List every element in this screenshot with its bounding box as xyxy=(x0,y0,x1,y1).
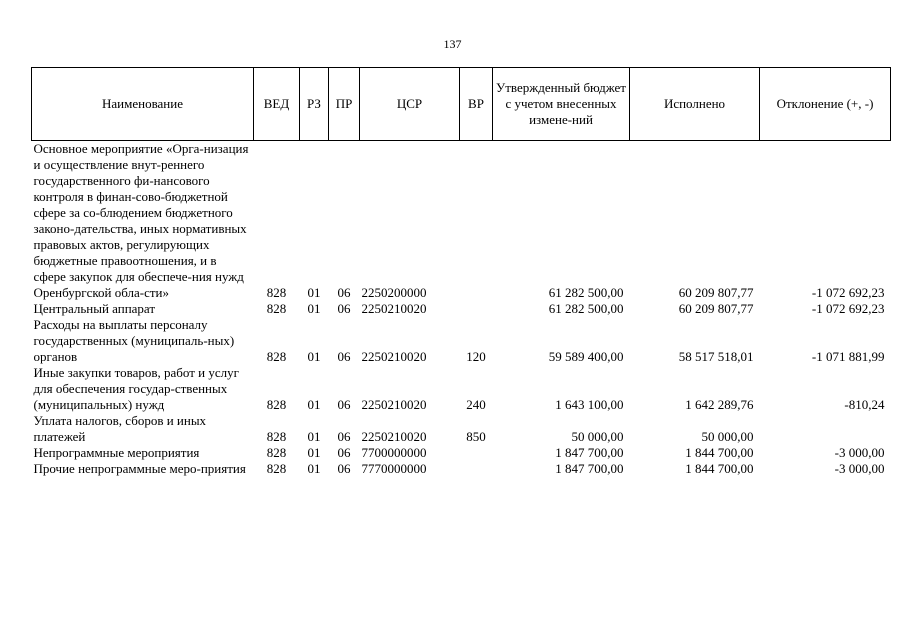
cell-executed: 58 517 518,01 xyxy=(678,349,754,364)
cell-deviation: -810,24 xyxy=(844,397,885,412)
cell-csr: 2250210020 xyxy=(361,301,427,316)
table-row xyxy=(32,461,891,477)
cell-ved: 828 xyxy=(266,461,287,476)
cell-rz: 01 xyxy=(307,301,321,316)
table-row xyxy=(32,365,891,413)
cell-vr: 240 xyxy=(466,397,486,412)
cell-ved: 828 xyxy=(266,429,287,444)
cell-ved: 828 xyxy=(266,285,287,300)
header-csr: ЦСР xyxy=(360,68,460,141)
cell-ved: 828 xyxy=(266,397,287,412)
header-vr: ВР xyxy=(460,68,493,141)
cell-deviation: -1 072 692,23 xyxy=(811,285,885,300)
cell-approved: 61 282 500,00 xyxy=(548,285,624,300)
page-number: 137 xyxy=(443,37,462,51)
cell-pr: 06 xyxy=(337,445,351,460)
header-approved-budget: Утвержденный бюджет с учетом внесенных измене-ний xyxy=(493,68,630,141)
cell-pr: 06 xyxy=(337,397,351,412)
cell-name: Центральный аппарат xyxy=(33,301,156,316)
cell-vr xyxy=(460,141,493,302)
cell-csr: 2250210020 xyxy=(361,429,427,444)
cell-pr: 06 xyxy=(337,461,351,476)
cell-executed: 60 209 807,77 xyxy=(678,301,754,316)
cell-csr: 7700000000 xyxy=(361,445,427,460)
cell-name: Иные закупки товаров, работ и услуг для обеспечения государ-ственных (муниципальных) нужд xyxy=(33,365,239,412)
header-ved: ВЕД xyxy=(254,68,300,141)
cell-rz: 01 xyxy=(307,429,321,444)
cell-name: Расходы на выплаты персоналу государственных (муниципаль-ных) органов xyxy=(33,317,235,364)
cell-deviation: -1 072 692,23 xyxy=(811,301,885,316)
cell-approved: 1 847 700,00 xyxy=(555,461,624,476)
cell-executed: 1 844 700,00 xyxy=(685,461,754,476)
cell-csr: 2250200000 xyxy=(361,285,427,300)
cell-approved: 1 847 700,00 xyxy=(555,445,624,460)
cell-pr: 06 xyxy=(337,429,351,444)
table-row xyxy=(32,445,891,461)
cell-approved: 50 000,00 xyxy=(571,429,624,444)
cell-vr xyxy=(460,445,493,461)
budget-table xyxy=(31,67,891,477)
cell-rz: 01 xyxy=(307,461,321,476)
header-pr: ПР xyxy=(329,68,360,141)
cell-ved: 828 xyxy=(266,349,287,364)
cell-csr: 7770000000 xyxy=(361,461,427,476)
cell-vr xyxy=(460,461,493,477)
cell-ved: 828 xyxy=(266,301,287,316)
cell-deviation: -3 000,00 xyxy=(834,445,885,460)
cell-executed: 1 844 700,00 xyxy=(685,445,754,460)
cell-executed: 50 000,00 xyxy=(701,429,754,444)
table-header-row xyxy=(32,68,891,141)
cell-approved: 1 643 100,00 xyxy=(555,397,624,412)
cell-rz: 01 xyxy=(307,285,321,300)
cell-pr: 06 xyxy=(337,285,351,300)
cell-approved: 59 589 400,00 xyxy=(548,349,624,364)
header-rz: РЗ xyxy=(300,68,329,141)
cell-name: Прочие непрограммные меро-приятия xyxy=(33,461,246,476)
cell-deviation: -3 000,00 xyxy=(834,461,885,476)
cell-ved: 828 xyxy=(266,445,287,460)
cell-rz: 01 xyxy=(307,445,321,460)
table-row xyxy=(32,317,891,365)
cell-pr: 06 xyxy=(337,349,351,364)
header-name: Наименование xyxy=(32,68,254,141)
cell-deviation: -1 071 881,99 xyxy=(811,349,885,364)
header-deviation: Отклонение (+, -) xyxy=(760,68,891,141)
table-row xyxy=(32,141,891,302)
cell-vr: 120 xyxy=(466,349,486,364)
cell-deviation xyxy=(760,413,891,445)
cell-rz: 01 xyxy=(307,349,321,364)
cell-rz: 01 xyxy=(307,397,321,412)
cell-vr: 850 xyxy=(466,429,486,444)
cell-executed: 60 209 807,77 xyxy=(678,285,754,300)
cell-approved: 61 282 500,00 xyxy=(548,301,624,316)
cell-name: Непрограммные мероприятия xyxy=(33,445,200,460)
cell-name: Основное мероприятие «Орга-низация и осуществление внут-реннего государственного фи-нансового контроля в финан-сово-бюджетной сфере за со-блюдением бюджетного законо-дательства, иных нормативных правовых актов, регулирующих бюджетные правоотношения, и в сфере закупок для обеспече-ния нужд Оренбургской обла-сти» xyxy=(33,141,249,300)
table-row xyxy=(32,301,891,317)
cell-name: Уплата налогов, сборов и иных платежей xyxy=(33,413,207,444)
cell-csr: 2250210020 xyxy=(361,349,427,364)
table-row xyxy=(32,413,891,445)
cell-pr: 06 xyxy=(337,301,351,316)
cell-csr: 2250210020 xyxy=(361,397,427,412)
cell-executed: 1 642 289,76 xyxy=(685,397,754,412)
header-executed: Исполнено xyxy=(630,68,760,141)
table-body xyxy=(32,141,891,478)
cell-vr xyxy=(460,301,493,317)
